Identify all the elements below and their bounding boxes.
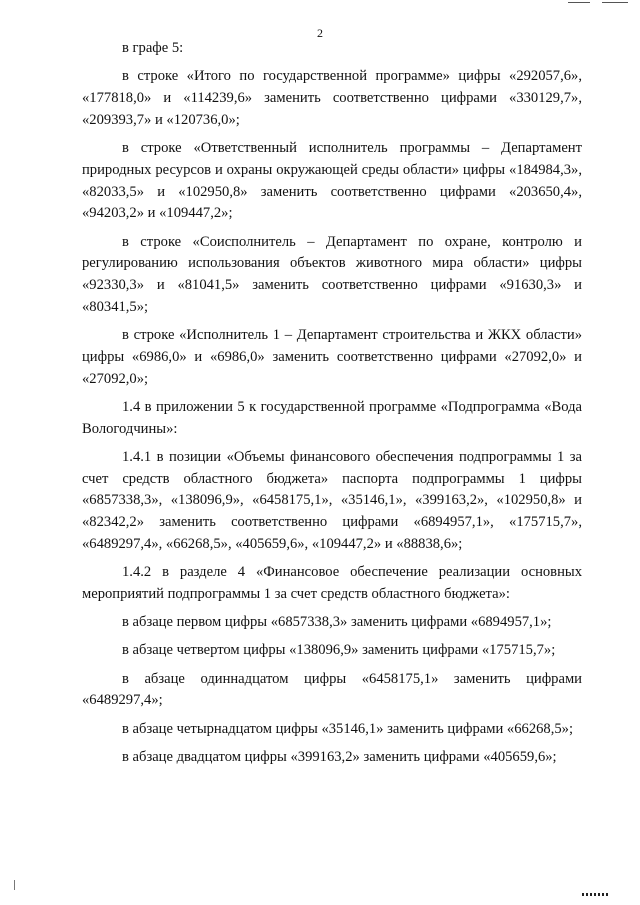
paragraph-abzac-11: в абзаце одиннадцатом цифры «6458175,1» заменить цифрами «6489297,4»; xyxy=(82,670,582,709)
scan-edge-marks xyxy=(562,0,632,6)
scan-edge-mark-left xyxy=(14,880,15,890)
paragraph-abzac-4: в абзаце четвертом цифры «138096,9» заменить цифрами «175715,7»; xyxy=(122,642,556,659)
paragraph-item-1-4: 1.4 в приложении 5 к государственной программе «Подпрограмма «Вода Вологодчины»: xyxy=(82,398,582,437)
paragraph-total-row: в строке «Итого по государственной программе» цифры «292057,6», «177818,0» и «114239,6» заменить соответственно цифрами «330129,7», «209393,7» и «120736,0»; xyxy=(82,68,582,128)
paragraph-item-1-4-2: 1.4.2 в разделе 4 «Финансовое обеспечение реализации основных мероприятий подпрограммы 1 за счет средств областного бюджета»: xyxy=(82,564,582,603)
paragraph-abzac-20: в абзаце двадцатом цифры «399163,2» заменить цифрами «405659,6»; xyxy=(122,748,557,765)
paragraph-responsible-executor-row: в строке «Ответственный исполнитель программы – Департамент природных ресурсов и охраны окружающей среды области» цифры «184984,3», «82033,5» и «102950,8» заменить соответственно цифрами «203650,4», «94203,2» и «109447,2»; xyxy=(82,139,582,222)
paragraph-co-executor-row: в строке «Соисполнитель – Департамент по охране, контролю и регулированию использования объектов животного мира области» цифры «92330,3» и «81041,5» заменить соответственно цифрами «91630,3» и «80341,5»; xyxy=(82,233,582,315)
page-number: 2 xyxy=(317,26,323,40)
document-body xyxy=(82,38,582,775)
scan-edge-mark-right xyxy=(582,893,608,896)
paragraph-executor-1-row: в строке «Исполнитель 1 – Департамент строительства и ЖКХ области» цифры «6986,0» и «6986,0» заменить соответственно цифрами «27092,0» и «27092,0»; xyxy=(82,327,582,387)
paragraph-abzac-1: в абзаце первом цифры «6857338,3» заменить цифрами «6894957,1»; xyxy=(122,614,552,631)
paragraph-abzac-14: в абзаце четырнадцатом цифры «35146,1» заменить цифрами «66268,5»; xyxy=(122,720,574,737)
paragraph-item-1-4-1: 1.4.1 в позиции «Объемы финансового обеспечения подпрограммы 1 за счет средств областного бюджета» паспорта подпрограммы 1 цифры «6857338,3», «138096,9», «6458175,1», «35146,1», «399163,2», «102950,8» и «82342,2» заменить соответственно цифрами «6894957,1», «175715,7», «6489297,4», «66268,5», «405659,6», «109447,2» и «88838,6»; xyxy=(82,448,582,553)
paragraph-column-5: в графе 5: xyxy=(122,40,184,56)
